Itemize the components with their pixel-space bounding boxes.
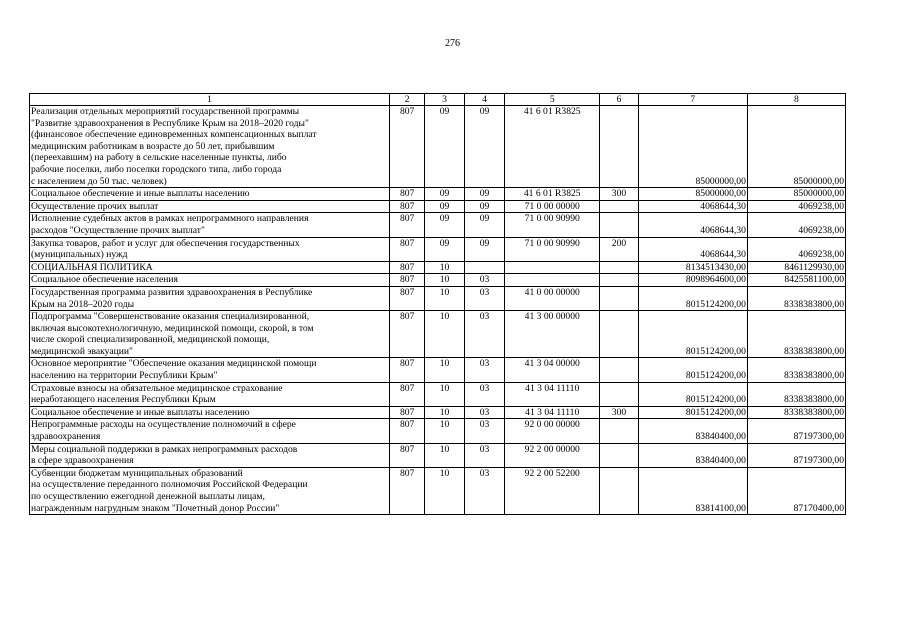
row-expense-type	[600, 382, 638, 406]
row-expense-type	[600, 311, 638, 358]
row-amount-2019: 4068644,30	[638, 213, 747, 237]
row-amount-2020: 87197300,00	[747, 443, 845, 467]
row-amount-2020: 8425581100,00	[747, 274, 845, 287]
row-amount-2019: 8015124200,00	[638, 406, 747, 419]
row-name: Субвенции бюджетам муниципальных образований на осуществление переданного полномочия Российской Федерации по осуществлению ежегодной денежной выплаты лицам, награжденным нагрудным знаком "Почетный донор России"	[30, 467, 390, 514]
row-subsection: 09	[464, 106, 504, 188]
header-row	[30, 94, 846, 106]
row-section: 10	[425, 467, 464, 514]
row-amount-2020: 87170400,00	[747, 467, 845, 514]
row-amount-2020: 85000000,00	[747, 188, 845, 201]
row-target-article	[505, 274, 600, 287]
row-subsection: 09	[464, 188, 504, 201]
row-target-article: 41 0 00 00000	[505, 286, 600, 310]
row-amount-2020: 8338383800,00	[747, 406, 845, 419]
row-section: 10	[425, 261, 464, 274]
page-number: 276	[445, 38, 460, 49]
header-cell: 7	[638, 94, 747, 106]
row-subsection: 03	[464, 286, 504, 310]
row-expense-type	[600, 274, 638, 287]
row-target-article: 92 0 00 00000	[505, 419, 600, 443]
row-name: Реализация отдельных мероприятий государственной программы "Развитие здравоохранения в Республике Крым на 2018–2020 годы" (финансовое обеспечение единовременных компенсационных выплат медицинским работникам в возрасте до 50 лет, прибывшим (переехавшим) на работу в сельские населенные пункты, либо рабочие поселки, либо поселки городского типа, либо города с населением до 50 тыс. человек)	[30, 106, 390, 188]
row-section: 10	[425, 358, 464, 382]
table-row	[30, 213, 846, 237]
table-row	[30, 467, 846, 514]
row-ministry-code: 807	[389, 261, 424, 274]
row-section: 10	[425, 286, 464, 310]
row-target-article: 71 0 00 00000	[505, 200, 600, 213]
row-amount-2019: 4068644,30	[638, 200, 747, 213]
row-amount-2019: 83814100,00	[638, 467, 747, 514]
row-subsection: 03	[464, 443, 504, 467]
row-amount-2019: 8015124200,00	[638, 358, 747, 382]
table-row	[30, 188, 846, 201]
row-subsection: 03	[464, 382, 504, 406]
row-expense-type	[600, 467, 638, 514]
row-target-article: 41 3 04 00000	[505, 358, 600, 382]
row-amount-2020: 8338383800,00	[747, 358, 845, 382]
row-ministry-code: 807	[389, 286, 424, 310]
row-name: Основное мероприятие "Обеспечение оказания медицинской помощи населению на территории Республики Крым"	[30, 358, 390, 382]
row-amount-2020: 87197300,00	[747, 419, 845, 443]
row-ministry-code: 807	[389, 274, 424, 287]
row-name: Социальное обеспечение и иные выплаты населению	[30, 406, 390, 419]
row-expense-type: 300	[600, 188, 638, 201]
budget-table	[29, 93, 846, 515]
row-amount-2020: 8338383800,00	[747, 286, 845, 310]
row-subsection: 03	[464, 274, 504, 287]
row-expense-type	[600, 261, 638, 274]
row-amount-2020: 4069238,00	[747, 237, 845, 261]
row-ministry-code: 807	[389, 406, 424, 419]
row-expense-type: 300	[600, 406, 638, 419]
row-amount-2020: 4069238,00	[747, 200, 845, 213]
row-section: 10	[425, 382, 464, 406]
row-section: 10	[425, 311, 464, 358]
row-amount-2019: 4068644,30	[638, 237, 747, 261]
row-target-article: 41 3 04 11110	[505, 406, 600, 419]
row-target-article: 92 2 00 52200	[505, 467, 600, 514]
row-section: 09	[425, 106, 464, 188]
row-section: 10	[425, 406, 464, 419]
table-row	[30, 286, 846, 310]
row-amount-2020: 8338383800,00	[747, 382, 845, 406]
row-name: Исполнение судебных актов в рамках непрограммного направления расходов "Осуществление прочих выплат"	[30, 213, 390, 237]
table-row	[30, 106, 846, 188]
row-name: Социальное обеспечение населения	[30, 274, 390, 287]
row-name: Страховые взносы на обязательное медицинское страхование неработающего населения Республики Крым	[30, 382, 390, 406]
header-cell: 1	[30, 94, 390, 106]
row-subsection: 03	[464, 311, 504, 358]
row-amount-2019: 8015124200,00	[638, 311, 747, 358]
row-section: 10	[425, 443, 464, 467]
row-ministry-code: 807	[389, 443, 424, 467]
row-amount-2019: 83840400,00	[638, 419, 747, 443]
row-expense-type	[600, 213, 638, 237]
row-ministry-code: 807	[389, 311, 424, 358]
row-subsection: 03	[464, 467, 504, 514]
row-name: Социальное обеспечение и иные выплаты населению	[30, 188, 390, 201]
row-ministry-code: 807	[389, 106, 424, 188]
row-target-article: 41 6 01 R3825	[505, 188, 600, 201]
row-amount-2020: 4069238,00	[747, 213, 845, 237]
row-amount-2019: 8015124200,00	[638, 286, 747, 310]
row-amount-2019: 8134513430,00	[638, 261, 747, 274]
row-expense-type: 200	[600, 237, 638, 261]
table-row	[30, 274, 846, 287]
row-ministry-code: 807	[389, 213, 424, 237]
table-row	[30, 261, 846, 274]
header-cell: 6	[600, 94, 638, 106]
header-cell: 8	[747, 94, 845, 106]
row-section: 10	[425, 419, 464, 443]
row-subsection: 03	[464, 419, 504, 443]
row-ministry-code: 807	[389, 200, 424, 213]
row-name: Непрограммные расходы на осуществление полномочий в сфере здравоохранения	[30, 419, 390, 443]
header-cell: 5	[505, 94, 600, 106]
table-row	[30, 237, 846, 261]
row-expense-type	[600, 200, 638, 213]
row-target-article: 41 6 01 R3825	[505, 106, 600, 188]
row-subsection	[464, 261, 504, 274]
header-cell: 2	[389, 94, 424, 106]
row-amount-2020: 8338383800,00	[747, 311, 845, 358]
row-ministry-code: 807	[389, 237, 424, 261]
row-target-article: 41 3 00 00000	[505, 311, 600, 358]
row-section: 09	[425, 213, 464, 237]
row-amount-2019: 83840400,00	[638, 443, 747, 467]
table-row	[30, 358, 846, 382]
row-expense-type	[600, 358, 638, 382]
row-expense-type	[600, 106, 638, 188]
row-amount-2019: 8015124200,00	[638, 382, 747, 406]
row-target-article: 92 2 00 00000	[505, 443, 600, 467]
row-ministry-code: 807	[389, 382, 424, 406]
row-name: Меры социальной поддержки в рамках непрограммных расходов в сфере здравоохранения	[30, 443, 390, 467]
row-subsection: 03	[464, 406, 504, 419]
row-section: 09	[425, 200, 464, 213]
row-amount-2020: 8461129930,00	[747, 261, 845, 274]
row-subsection: 09	[464, 237, 504, 261]
row-ministry-code: 807	[389, 188, 424, 201]
header-cell: 3	[425, 94, 464, 106]
table-row	[30, 200, 846, 213]
row-expense-type	[600, 443, 638, 467]
row-section: 09	[425, 237, 464, 261]
table-row	[30, 382, 846, 406]
row-target-article: 71 0 00 90990	[505, 237, 600, 261]
row-expense-type	[600, 286, 638, 310]
row-amount-2020: 85000000,00	[747, 106, 845, 188]
row-name: Закупка товаров, работ и услуг для обеспечения государственных (муниципальных) нужд	[30, 237, 390, 261]
table-row	[30, 311, 846, 358]
row-name: Государственная программа развития здравоохранения в Республике Крым на 2018–2020 годы	[30, 286, 390, 310]
row-amount-2019: 85000000,00	[638, 188, 747, 201]
header-cell: 4	[464, 94, 504, 106]
row-target-article: 71 0 00 90990	[505, 213, 600, 237]
row-target-article	[505, 261, 600, 274]
row-target-article: 41 3 04 11110	[505, 382, 600, 406]
row-name: СОЦИАЛЬНАЯ ПОЛИТИКА	[30, 261, 390, 274]
row-subsection: 09	[464, 200, 504, 213]
row-amount-2019: 8098964600,00	[638, 274, 747, 287]
row-name: Осуществление прочих выплат	[30, 200, 390, 213]
table-row	[30, 443, 846, 467]
table-row	[30, 406, 846, 419]
row-ministry-code: 807	[389, 419, 424, 443]
row-expense-type	[600, 419, 638, 443]
row-name: Подпрограмма "Совершенствование оказания специализированной, включая высокотехнологичную, медицинской помощи, скорой, в том числе скорой специализированной, медицинской помощи, медицинской эвакуации"	[30, 311, 390, 358]
row-subsection: 03	[464, 358, 504, 382]
row-amount-2019: 85000000,00	[638, 106, 747, 188]
row-ministry-code: 807	[389, 358, 424, 382]
row-section: 10	[425, 274, 464, 287]
row-section: 09	[425, 188, 464, 201]
table-row	[30, 419, 846, 443]
row-subsection: 09	[464, 213, 504, 237]
row-ministry-code: 807	[389, 467, 424, 514]
